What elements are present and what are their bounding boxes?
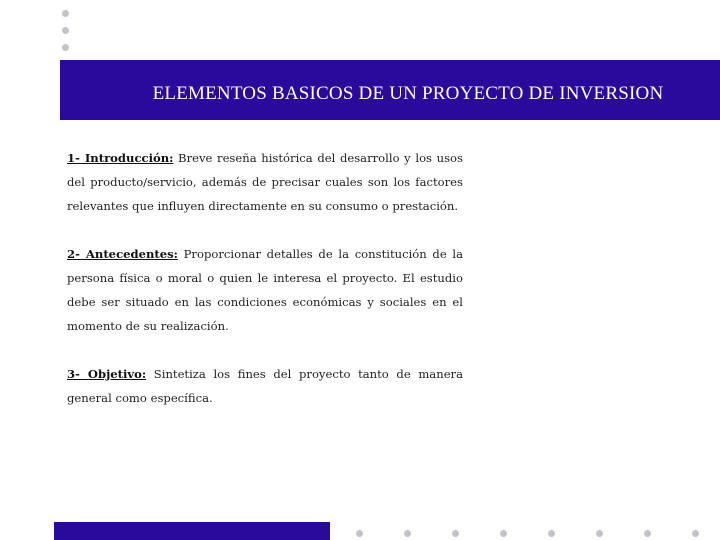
section-introduccion: [67, 146, 463, 218]
title-banner: [60, 60, 720, 120]
footer-dot: [404, 530, 411, 537]
footer-dot: [356, 530, 363, 537]
top-dot: [62, 10, 69, 17]
section-text: Sintetiza los fines del proyecto tanto de manera general como específica.: [67, 367, 464, 405]
footer-dot: [644, 530, 651, 537]
top-dot: [62, 44, 69, 51]
footer-dot: [692, 530, 699, 537]
footer-accent-bar: [54, 522, 330, 540]
section-heading: 2- Antecedentes:: [67, 247, 178, 261]
section-heading: 1- Introducción:: [67, 151, 174, 165]
section-text: Breve reseña histórica del desarrollo y los usos del producto/servicio, además de precisar cuales son los factores relevantes que influyen directamente en su consumo o prestación.: [67, 151, 463, 213]
section-heading: 3- Objetivo:: [67, 367, 147, 381]
section-antecedentes: [67, 242, 463, 338]
slide-body: [67, 146, 463, 434]
footer-dot: [452, 530, 459, 537]
footer-dot: [596, 530, 603, 537]
top-dot: [62, 27, 69, 34]
footer-dot: [500, 530, 507, 537]
section-text: Proporcionar detalles de la constitución de la persona física o moral o quien le interesa el proyecto. El estudio debe ser situado en las condiciones económicas y sociales en el momento de su realización.: [67, 247, 463, 333]
section-objetivo: [67, 362, 463, 410]
footer-dot: [548, 530, 555, 537]
slide-title: ELEMENTOS BASICOS DE UN PROYECTO DE INVERSION: [152, 83, 664, 104]
